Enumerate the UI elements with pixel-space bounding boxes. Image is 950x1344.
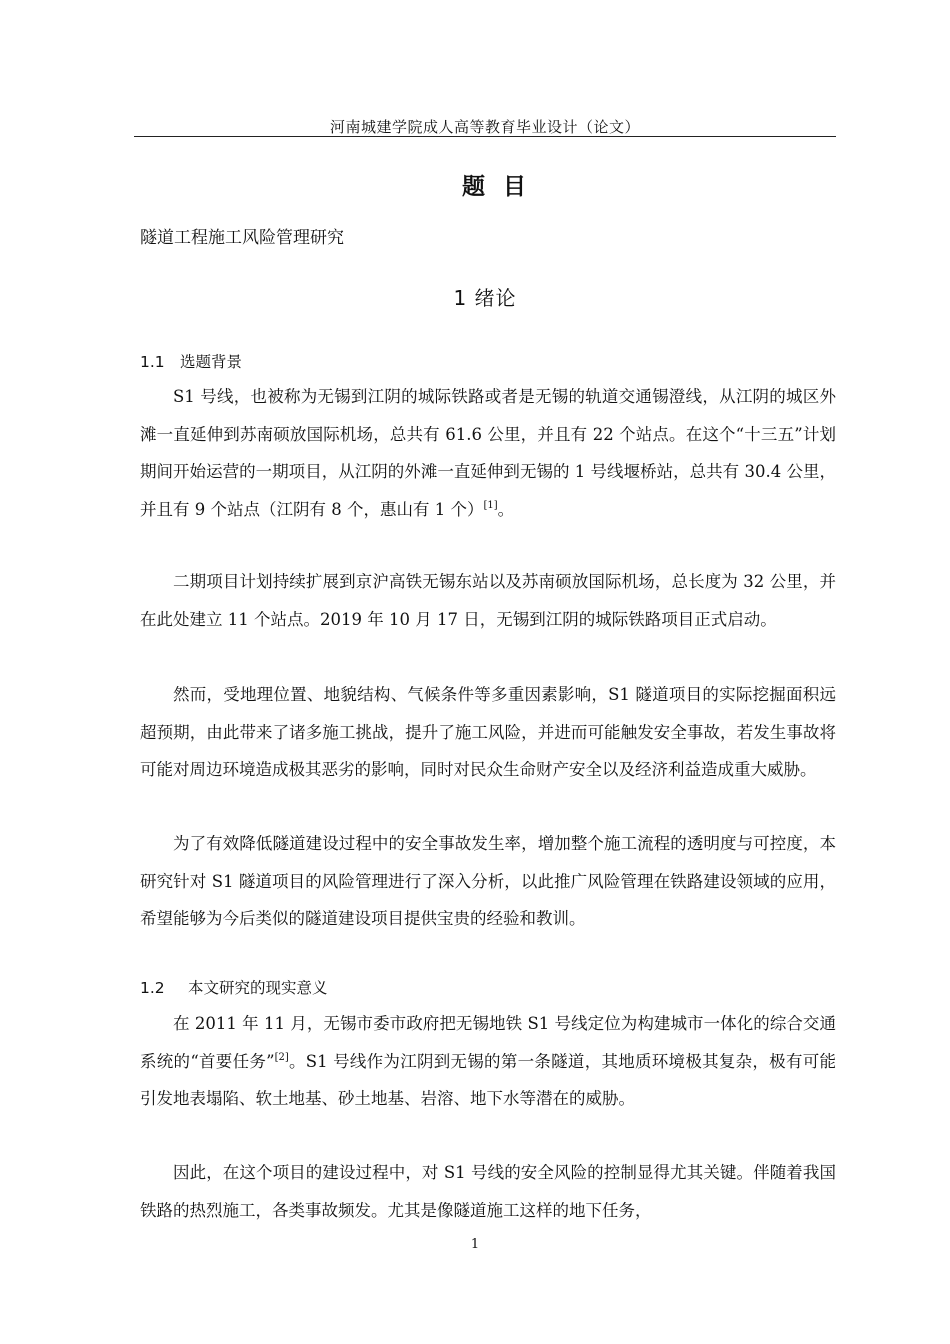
paragraph xyxy=(140,378,836,528)
thesis-title: 隧道工程施工风险管理研究 xyxy=(140,228,344,248)
section-1-2-heading xyxy=(140,976,328,998)
citation-ref: [2] xyxy=(274,1051,289,1063)
paragraph-text: S1 号线，也被称为无锡到江阴的城际铁路或者是无锡的轨道交通锡澄线，从江阴的城区外滩一直延伸到苏南硕放国际机场，总共有 61.6 公里，并且有 22 个站点。在这个“十三五”计划期间开始运营的一期项目，从江阴的外滩一直延伸到无锡的 1 号线堰桥站，总共有 30.4 公里，并且有 9 个站点（江阴有 8 个，惠山有 1 个） xyxy=(140,387,836,519)
paragraph-text: 为了有效降低隧道建设过程中的安全事故发生率，增加整个施工流程的透明度与可控度，本研究针对 S1 隧道项目的风险管理进行了深入分析，以此推广风险管理在铁路建设领域的应用，希望能够为今后类似的隧道建设项目提供宝贵的经验和教训。 xyxy=(140,834,836,928)
section-title: 本文研究的现实意义 xyxy=(188,979,328,997)
paragraph xyxy=(140,825,836,938)
header-rule xyxy=(134,136,836,137)
title-heading: 题目 xyxy=(462,174,544,200)
paragraph-tail: 。 xyxy=(497,499,515,519)
paragraph xyxy=(140,1154,836,1229)
running-header: 河南城建学院成人高等教育毕业设计（论文） xyxy=(329,118,640,136)
section-1-1-heading xyxy=(140,350,242,372)
paragraph-tail: 。S1 号线作为江阴到无锡的第一条隧道，其地质环境极其复杂，极有可能引发地表塌陷、软土地基、砂土地基、岩溶、地下水等潜在的威胁。 xyxy=(140,1051,837,1108)
paragraph xyxy=(140,1005,836,1118)
chapter-heading: 1 绪论 xyxy=(453,286,517,310)
section-title: 选题背景 xyxy=(180,353,243,371)
paragraph-text: 二期项目计划持续扩展到京沪高铁无锡东站以及苏南硕放国际机场，总长度为 32 公里，并在此处建立 11 个站点。2019 年 10 月 17 日，无锡到江阴的城际铁路项目正式启动。 xyxy=(140,572,836,629)
citation-ref: [1] xyxy=(483,499,498,511)
paragraph xyxy=(140,563,836,638)
paragraph-text: 然而，受地理位置、地貌结构、气候条件等多重因素影响，S1 隧道项目的实际挖掘面积远超预期，由此带来了诸多施工挑战，提升了施工风险，并进而可能触发安全事故，若发生事故将可能对周边环境造成极其恶劣的影响，同时对民众生命财产安全以及经济利益造成重大威胁。 xyxy=(140,685,836,779)
page-number: 1 xyxy=(470,1237,480,1252)
section-number: 1.2 xyxy=(140,979,165,997)
paragraph-text: 在 2011 年 11 月，无锡市委市政府把无锡地铁 S1 号线定位为构建城市一体化的综合交通系统的“首要任务” xyxy=(140,1014,836,1071)
paragraph-text: 因此，在这个项目的建设过程中，对 S1 号线的安全风险的控制显得尤其关键。伴随着我国铁路的热烈施工，各类事故频发。尤其是像隧道施工这样的地下任务， xyxy=(140,1163,836,1220)
section-number: 1.1 xyxy=(140,353,165,371)
paragraph xyxy=(140,676,836,789)
